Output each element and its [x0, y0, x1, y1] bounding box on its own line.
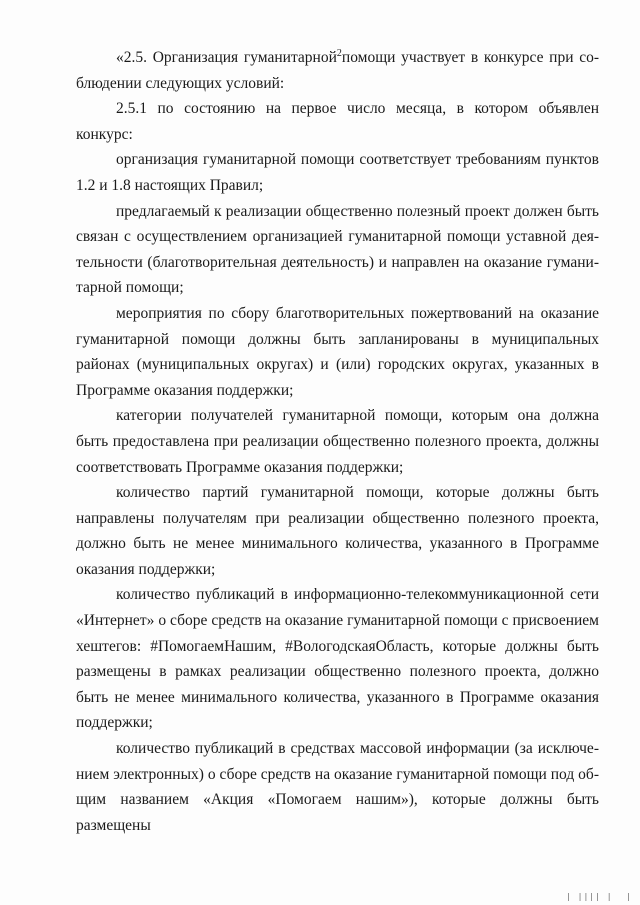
condition-paragraph: организация гуманитарной помощи соответствует требованиям пунктов 1.2 и 1.8 настоящих Правил; [76, 151, 599, 194]
document-body [76, 45, 599, 838]
condition-paragraph: мероприятия по сбору благотворительных пожертвований на оказание гуманитарной помощи должны быть запланированы в муниципальных районах (муниципальных округах) и (или) городских округах, указанных в Программе оказания поддержки; [76, 304, 599, 399]
paragraph-2-5-1: 2.5.1 по состоянию на первое число месяца, в котором объявлен конкурс: [76, 100, 599, 143]
scan-barcode-mark: | |||| | [566, 892, 613, 901]
paragraph-2-5-text-start: «2.5. Организация гуманитарной [116, 49, 337, 66]
paragraph-2-5-text-end: помощи участвует в конкурсе при соблюдении следующих условий: [76, 49, 600, 92]
footnote-marker: 2 [336, 48, 342, 59]
paragraph-2-5 [76, 45, 599, 96]
condition-paragraph: количество публикаций в средствах массовой информации (за исключением электронных) о сборе средств на оказание гуманитарной помощи под общим названием «Акция «Помогаем нашим»), которые должны быть размещены [76, 740, 599, 834]
condition-paragraph: количество партий гуманитарной помощи, которые должны быть направлены получателям при реализации общественно полезного проекта, должно быть не менее минимального количества, указанного в Программе оказания поддержки; [76, 484, 599, 578]
condition-paragraph: категории получателей гуманитарной помощи, которым она должна быть предоставлена при реализации общественно полезного проекта, должны соответствовать Программе оказания поддержки; [76, 407, 599, 476]
condition-paragraph: предлагаемый к реализации общественно полезный проект должен быть связан с осуществлением организацией гуманитарной помощи уставной деятельности (благотворительная деятельность) и направлен на оказание гуманитарной помощи; [76, 202, 599, 297]
condition-paragraph: количество публикаций в информационно-телекоммуникационной сети «Интернет» о сборе средств на оказание гуманитарной помощи с присвоением хештегов: #ПомогаемНашим, #ВологодскаяОбласть, которые должны быть размещены в рамках реализации общественно полезного проекта, должно быть не менее минимального количества, указанного в Программе оказания поддержки; [76, 586, 599, 732]
scan-edge-mark: | [626, 892, 632, 901]
